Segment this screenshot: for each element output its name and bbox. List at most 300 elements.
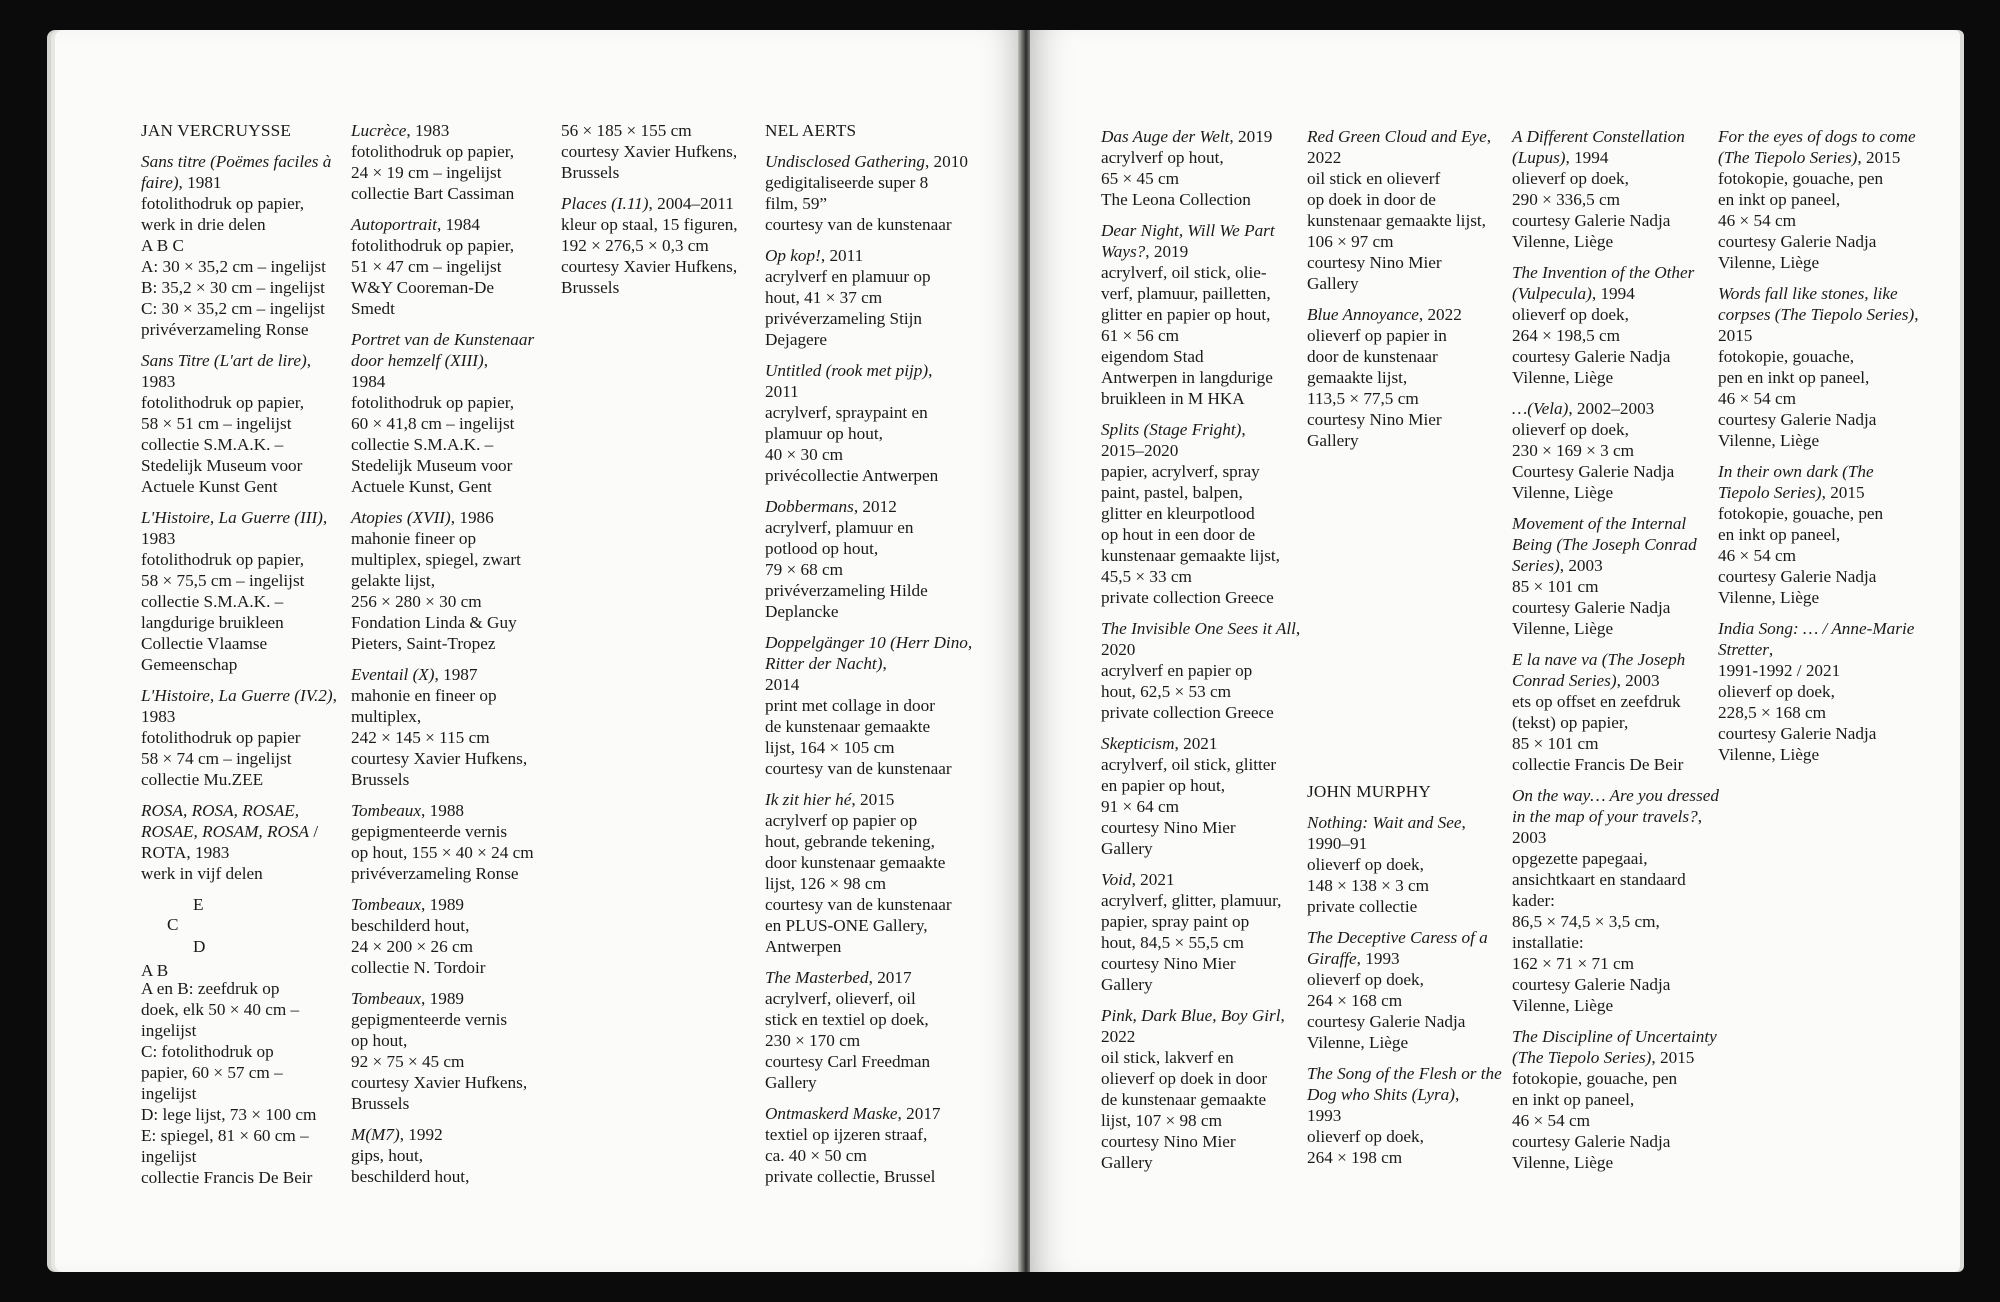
artist-heading: JAN VERCRUYSSE <box>141 121 292 140</box>
artwork-detail-line: gedigitaliseerde super 8 <box>765 173 929 192</box>
artwork-detail-line: The Leona Collection <box>1101 190 1251 209</box>
artwork-title: Tombeaux <box>351 989 422 1008</box>
artwork-entry <box>765 245 975 350</box>
artwork-title-line <box>1307 1063 1517 1105</box>
artwork-detail-line: en inkt op paneel, <box>1718 190 1841 209</box>
artwork-detail-line: op hout, 155 × 40 × 24 cm <box>351 843 534 862</box>
artwork-title-line <box>1101 1005 1311 1047</box>
artwork-detail-line: courtesy Galerie Nadja <box>1718 410 1877 429</box>
artwork-entry <box>1512 126 1722 252</box>
artwork-title: ROSA, ROSA, ROSAE, ROSAE, ROSAM, ROSA <box>141 801 310 841</box>
artwork-detail-line: Vilenne, Liège <box>1307 1033 1409 1052</box>
artwork-detail-line: olieverf op doek, <box>1718 682 1835 701</box>
artwork-detail-line: 60 × 41,8 cm – ingelijst <box>351 414 515 433</box>
artwork-entry <box>765 151 975 235</box>
artwork-detail-line: 256 × 280 × 30 cm <box>351 592 482 611</box>
artwork-detail-line: 85 × 101 cm <box>1512 577 1599 596</box>
artwork-title: Places (I.11) <box>561 194 649 213</box>
artwork-title-line <box>141 685 351 727</box>
artwork-detail-line: 51 × 47 cm – ingelijst <box>351 257 502 276</box>
artwork-title-line <box>1101 618 1311 660</box>
artwork-detail-line: 61 × 56 cm <box>1101 326 1179 345</box>
artwork-year: , 2003 <box>1512 807 1702 847</box>
artwork-detail-line: private collectie, Brussel <box>765 1167 936 1186</box>
artwork-year: , 2021 <box>1131 870 1175 889</box>
artwork-detail-line: Actuele Kunst, Gent <box>351 477 492 496</box>
artwork-detail-line: courtesy Galerie Nadja <box>1718 232 1877 251</box>
artwork-detail-line: acrylverf, glitter, plamuur, <box>1101 891 1282 910</box>
artwork-detail-line: Vilenne, Liège <box>1512 996 1614 1015</box>
artwork-entry <box>351 507 561 654</box>
artwork-title-line <box>141 800 351 863</box>
artwork-detail-line: installatie: <box>1512 933 1584 952</box>
artwork-detail-line: privécollectie Antwerpen <box>765 466 939 485</box>
artwork-title: A Different Constellation (Lupus) <box>1512 127 1685 167</box>
column-nel-aerts-continued <box>1101 126 1311 1183</box>
artwork-title-line <box>1307 927 1517 969</box>
artwork-detail-line: (tekst) op papier, <box>1512 713 1629 732</box>
artwork-detail-line: glitter en kleurpotlood <box>1101 504 1255 523</box>
artwork-entry <box>1718 283 1928 451</box>
artwork-title-line <box>1718 126 1928 168</box>
artwork-title-line <box>765 632 975 674</box>
artwork-detail-line: fotolithodruk op papier, <box>141 393 305 412</box>
artwork-year: , 2012 <box>853 497 897 516</box>
artwork-detail-line: Vilenne, Liège <box>1512 1153 1614 1172</box>
artwork-year: , <box>1461 813 1466 832</box>
artwork-detail-line: D: lege lijst, 73 × 100 cm <box>141 1105 317 1124</box>
artwork-detail-line: private collection Greece <box>1101 703 1274 722</box>
artwork-detail-line: acrylverf, spraypaint en <box>765 403 928 422</box>
artwork-detail-line: 65 × 45 cm <box>1101 169 1179 188</box>
artwork-entry <box>765 967 975 1093</box>
artwork-detail-line: 79 × 68 cm <box>765 560 843 579</box>
artwork-year: / ROTA, 1983 <box>141 822 319 862</box>
artwork-detail-line: collectie Francis De Beir <box>141 1168 313 1187</box>
artwork-detail-line: acrylverf, oil stick, glitter <box>1101 755 1277 774</box>
artwork-year: , 2011 <box>820 246 864 265</box>
artwork-detail-line: papier, acrylverf, spray <box>1101 462 1260 481</box>
artwork-detail-line: privéverzameling Stijn <box>765 309 923 328</box>
artwork-detail-line: 1984 <box>351 372 386 391</box>
artwork-entry <box>561 193 771 298</box>
artwork-title-line <box>1512 649 1722 691</box>
artwork-year: , <box>483 351 488 370</box>
artwork-detail-line: courtesy Nino Mier <box>1101 954 1236 973</box>
artwork-detail-line: papier, spray paint op <box>1101 912 1250 931</box>
artwork-detail-line: collectie S.M.A.K. – <box>351 435 494 454</box>
artist-heading: NEL AERTS <box>765 121 857 140</box>
artwork-detail-line: 46 × 54 cm <box>1512 1111 1590 1130</box>
artwork-title: Undisclosed Gathering <box>765 152 925 171</box>
artwork-title-line <box>1307 304 1517 325</box>
artwork-detail-line: collectie Bart Cassiman <box>351 184 515 203</box>
artwork-detail-line: 2014 <box>765 675 800 694</box>
artwork-detail-line: fotokopie, gouache, pen <box>1718 169 1884 188</box>
artwork-detail-line: courtesy Galerie Nadja <box>1512 347 1671 366</box>
artwork-detail-line: 58 × 51 cm – ingelijst <box>141 414 292 433</box>
artwork-detail-line: 1991-1992 / 2021 <box>1718 661 1841 680</box>
artwork-detail-line: fotolithodruk op papier, <box>141 194 305 213</box>
artwork-title-line <box>765 245 975 266</box>
artwork-detail-line: Brussels <box>561 278 620 297</box>
column-jan-vercruysse <box>141 120 351 1198</box>
artwork-year: , 1994 <box>1591 284 1635 303</box>
artwork-detail-line: lijst, 107 × 98 cm <box>1101 1111 1222 1130</box>
artwork-detail-line: glitter en papier op hout, <box>1101 305 1271 324</box>
artwork-detail-line: gepigmenteerde vernis <box>351 822 508 841</box>
artwork-detail-line: kunstenaar gemaakte lijst, <box>1307 211 1486 230</box>
artwork-title: Movement of the Internal Being (The Joseph Conrad Series) <box>1512 514 1697 575</box>
artwork-detail-line: fotolithodruk op papier, <box>351 393 515 412</box>
right-page <box>1030 30 1960 1272</box>
artwork-detail-line: 148 × 138 × 3 cm <box>1307 876 1430 895</box>
artwork-detail-line: privéverzameling Hilde <box>765 581 928 600</box>
artwork-detail-line: 230 × 170 cm <box>765 1031 861 1050</box>
artwork-title-line <box>1512 513 1722 576</box>
artwork-year: , 2022 <box>1101 1006 1285 1046</box>
artwork-detail-line: A en B: zeefdruk op <box>141 979 280 998</box>
artwork-entry <box>1101 126 1311 210</box>
artwork-detail-line: gips, hout, <box>351 1146 424 1165</box>
artwork-detail-line: fotolithodruk op papier <box>141 728 301 747</box>
artwork-detail-line: A: 30 × 35,2 cm – ingelijst <box>141 257 326 276</box>
artwork-entry <box>141 685 351 790</box>
artwork-entry <box>765 360 975 486</box>
artwork-detail-line: collectie N. Tordoir <box>351 958 486 977</box>
diagram-label-c: C <box>167 915 179 934</box>
artwork-detail-line: Collectie Vlaamse <box>141 634 268 653</box>
artwork-detail-line: Gallery <box>1307 274 1359 293</box>
artwork-year: , 2015 <box>1718 305 1919 345</box>
artwork-detail-line: Actuele Kunst Gent <box>141 477 278 496</box>
artwork-title: Words fall like stones, like corpses (The Tiepolo Series) <box>1718 284 1915 324</box>
artwork-title-line <box>1512 398 1722 419</box>
artwork-detail-line: hout, 84,5 × 55,5 cm <box>1101 933 1244 952</box>
artwork-detail-line: olieverf op doek, <box>1307 1127 1424 1146</box>
artwork-year: , 2017 <box>897 1104 941 1123</box>
artwork-entry <box>765 496 975 622</box>
artwork-title-line <box>351 329 561 371</box>
artwork-entry <box>1512 785 1722 1016</box>
artwork-title-line <box>351 214 561 235</box>
artwork-detail-line: olieverf op doek, <box>1512 169 1629 188</box>
artwork-detail-line: bruikleen in M HKA <box>1101 389 1245 408</box>
artwork-year: , <box>1768 640 1774 659</box>
artwork-notes <box>141 978 351 1188</box>
artwork-detail-line: Antwerpen in langdurige <box>1101 368 1273 387</box>
artwork-detail-line: Gallery <box>1101 975 1153 994</box>
artwork-title-line <box>1101 733 1311 754</box>
artwork-title-line <box>351 1124 561 1145</box>
artwork-detail-line: courtesy Xavier Hufkens, <box>561 142 738 161</box>
artwork-year: , 1988 <box>421 801 464 820</box>
artwork-detail-line: 24 × 200 × 26 cm <box>351 937 474 956</box>
artwork-title-line <box>351 120 561 141</box>
artwork-detail-line: courtesy Nino Mier <box>1101 1132 1236 1151</box>
artwork-detail-line: kleur op staal, 15 figuren, <box>561 215 738 234</box>
artwork-title: Nothing: Wait and See <box>1307 813 1462 832</box>
artwork-detail-line: Courtesy Galerie Nadja <box>1512 462 1675 481</box>
artwork-detail-line: pen en inkt op paneel, <box>1718 368 1870 387</box>
artwork-entry <box>1101 220 1311 409</box>
artwork-title-line <box>1512 126 1722 168</box>
artwork-detail-line: fotolithodruk op papier, <box>351 236 515 255</box>
artwork-detail-line: acrylverf en papier op <box>1101 661 1253 680</box>
artwork-year: , <box>1241 420 1246 439</box>
artwork-detail-line: privéverzameling Ronse <box>351 864 519 883</box>
artwork-title-line <box>1512 1026 1722 1068</box>
artwork-entry <box>1512 649 1722 775</box>
artwork-detail-line: en papier op hout, <box>1101 776 1226 795</box>
artwork-detail-line: B: 35,2 × 30 cm – ingelijst <box>141 278 325 297</box>
artwork-year: , 1989 <box>421 895 464 914</box>
artwork-entry <box>1512 398 1722 503</box>
artwork-detail-line: oil stick en olieverf <box>1307 169 1441 188</box>
artwork-entry <box>1718 126 1928 273</box>
column-john-murphy-continued <box>1512 126 1722 1183</box>
artwork-title-line <box>1101 220 1311 262</box>
artwork-detail-line: op hout, <box>351 1031 408 1050</box>
artwork-detail-line: fotokopie, gouache, pen <box>1718 504 1884 523</box>
artwork-detail-line: courtesy Xavier Hufkens, <box>351 1073 528 1092</box>
artwork-title-line <box>1307 812 1517 833</box>
artwork-detail-line: textiel op ijzeren straaf, <box>765 1125 928 1144</box>
artwork-detail-line: ets op offset en zeefdruk <box>1512 692 1681 711</box>
artwork-detail-line: collectie Mu.ZEE <box>141 770 264 789</box>
artwork-detail-line: 46 × 54 cm <box>1718 389 1796 408</box>
artwork-title: Das Auge der Welt <box>1101 127 1230 146</box>
artwork-detail-line: 2015–2020 <box>1101 441 1179 460</box>
artwork-title-line <box>1101 869 1311 890</box>
artwork-detail-line: en inkt op paneel, <box>1512 1090 1635 1109</box>
artwork-detail-line: op hout in een door de <box>1101 525 1256 544</box>
artwork-detail-line: Pieters, Saint-Tropez <box>351 634 496 653</box>
artwork-year: , 2003 <box>1559 556 1603 575</box>
artwork-detail-line: mahonie fineer op <box>351 529 477 548</box>
diagram-label-e: E <box>193 895 204 914</box>
artwork-entry <box>1101 1005 1311 1173</box>
artwork-detail-line: gepigmenteerde vernis <box>351 1010 508 1029</box>
artwork-detail-line: hout, 41 × 37 cm <box>765 288 883 307</box>
artwork-year: , 2003 <box>1616 671 1660 690</box>
artwork-detail-line: privéverzameling Ronse <box>141 320 309 339</box>
artwork-detail-line: hout, 62,5 × 53 cm <box>1101 682 1231 701</box>
artwork-year: , <box>1486 127 1492 146</box>
artwork-detail-line: door de kunstenaar <box>1307 347 1438 366</box>
artwork-year: , 1994 <box>1565 148 1609 167</box>
artwork-detail-line: 46 × 54 cm <box>1718 546 1796 565</box>
artwork-detail-line: Vilenne, Liège <box>1512 619 1614 638</box>
column-vercruysse-end <box>561 120 771 308</box>
artwork-entry <box>141 800 351 884</box>
artwork-entry <box>1718 618 1928 765</box>
artwork-title: Void <box>1101 870 1132 889</box>
artwork-year: , 2002–2003 <box>1568 399 1655 418</box>
artwork-detail-line: Deplancke <box>765 602 839 621</box>
artwork-detail-line: 58 × 74 cm – ingelijst <box>141 749 292 768</box>
artwork-detail-line: werk in vijf delen <box>141 864 263 883</box>
artwork-detail-line: fotolithodruk op papier, <box>141 550 305 569</box>
artwork-detail-line: 228,5 × 168 cm <box>1718 703 1827 722</box>
artwork-detail-line: courtesy Galerie Nadja <box>1718 567 1877 586</box>
artwork-detail-line: papier, 60 × 57 cm – <box>141 1063 283 1082</box>
artwork-detail-line: werk in drie delen <box>141 215 266 234</box>
artwork-detail-line: acrylverf, plamuur en <box>765 518 914 537</box>
artwork-detail-line: op doek in door de <box>1307 190 1436 209</box>
artwork-entry <box>141 350 351 497</box>
artwork-title: Lucrèce <box>351 121 407 140</box>
artwork-year: , 2015 <box>851 790 895 809</box>
artwork-detail-line: ansichtkaart en standaard <box>1512 870 1686 889</box>
artwork-title: The Deceptive Caress of a Giraffe <box>1307 928 1488 968</box>
artwork-title: …(Vela) <box>1512 399 1569 418</box>
artwork-entry <box>1307 126 1517 294</box>
artwork-detail-line: olieverf op doek, <box>1307 970 1424 989</box>
artwork-title-line <box>1718 618 1928 660</box>
artwork-title-line <box>1101 126 1311 147</box>
artwork-title: The Masterbed <box>765 968 869 987</box>
artwork-title: In their own dark (The Tiepolo Series) <box>1718 462 1874 502</box>
artwork-title-line <box>141 507 351 549</box>
artwork-title: Splits (Stage Fright) <box>1101 420 1242 439</box>
artwork-detail-line: ingelijst <box>141 1021 197 1040</box>
artwork-detail-line: courtesy van de kunstenaar <box>765 759 952 778</box>
artwork-detail-line: courtesy Galerie Nadja <box>1718 724 1877 743</box>
artwork-year: , 2021 <box>1174 734 1218 753</box>
artwork-detail-line: 92 × 75 × 45 cm <box>351 1052 465 1071</box>
column-vercruysse-continued <box>351 120 561 1197</box>
artwork-detail-line: ingelijst <box>141 1084 197 1103</box>
artwork-detail-line: fotokopie, gouache, <box>1718 347 1855 366</box>
artwork-detail-line: fotolithodruk op papier, <box>351 142 515 161</box>
artwork-detail-line: paint, pastel, balpen, <box>1101 483 1243 502</box>
artwork-detail-line: 1990–91 <box>1307 834 1368 853</box>
artwork-title-line <box>765 496 975 517</box>
artwork-title: Op kop! <box>765 246 821 265</box>
artwork-detail-line: Vilenne, Liège <box>1718 588 1820 607</box>
artwork-detail-line: 40 × 30 cm <box>765 445 843 464</box>
artwork-detail-line: 264 × 168 cm <box>1307 991 1403 1010</box>
artwork-title: For the eyes of dogs to come (The Tiepolo Series) <box>1718 127 1916 167</box>
artwork-detail-line: Stedelijk Museum voor <box>141 456 303 475</box>
artwork-detail-line: langdurige bruikleen <box>141 613 284 632</box>
artwork-detail-line: fotokopie, gouache, pen <box>1512 1069 1678 1088</box>
artwork-detail-line: Gallery <box>1307 431 1359 450</box>
artwork-year: , 2019 <box>1145 242 1189 261</box>
artwork-detail-line: oil stick, lakverf en <box>1101 1048 1234 1067</box>
artwork-detail-line: mahonie en fineer op <box>351 686 497 705</box>
artwork-year: , 1993 <box>1356 949 1400 968</box>
artwork-detail-line: Vilenne, Liège <box>1718 431 1820 450</box>
artwork-entry <box>351 894 561 978</box>
artwork-detail-line: plamuur op hout, <box>765 424 883 443</box>
artwork-title-line <box>1718 461 1928 503</box>
artwork-detail-line: 58 × 75,5 cm – ingelijst <box>141 571 305 590</box>
artwork-detail-line: 45,5 × 33 cm <box>1101 567 1192 586</box>
artwork-year: , 1983 <box>141 686 337 726</box>
artwork-title: Autoportrait <box>351 215 437 234</box>
artwork-title-line <box>351 988 561 1009</box>
artwork-title: Untitled (rook met pijp) <box>765 361 929 380</box>
artwork-detail-line: courtesy van de kunstenaar <box>765 215 952 234</box>
artwork-entry <box>351 120 561 204</box>
artwork-title: India Song: … / Anne-Marie Stretter <box>1718 619 1915 659</box>
artwork-title: Eventail (X) <box>351 665 435 684</box>
artwork-detail-line: Smedt <box>351 299 395 318</box>
artwork-detail-line: courtesy Xavier Hufkens, <box>351 749 528 768</box>
artwork-detail-line: Gallery <box>765 1073 817 1092</box>
left-page <box>55 30 1022 1272</box>
artwork-detail-line: acrylverf, oil stick, olie- <box>1101 263 1267 282</box>
artwork-detail-line: film, 59” <box>765 194 828 213</box>
artwork-detail-line: lijst, 126 × 98 cm <box>765 874 886 893</box>
artwork-detail-line: beschilderd hout, <box>351 916 470 935</box>
diagram-label-d: D <box>193 937 206 956</box>
artwork-title: Sans Titre (L'art de lire) <box>141 351 307 370</box>
artwork-detail-line: Antwerpen <box>765 937 842 956</box>
artwork-detail-line: C: fotolithodruk op <box>141 1042 274 1061</box>
artwork-title: The Song of the Flesh or the Dog who Shits (Lyra) <box>1307 1064 1502 1104</box>
artwork-detail-line: gelakte lijst, <box>351 571 436 590</box>
artwork-detail-line: 46 × 54 cm <box>1718 211 1796 230</box>
artwork-title: Tombeaux <box>351 895 422 914</box>
artwork-entry <box>351 214 561 319</box>
artwork-entry <box>351 664 561 790</box>
artwork-entry <box>1307 812 1517 917</box>
artwork-detail-line: ingelijst <box>141 1147 197 1166</box>
artwork-title-line <box>1101 419 1311 440</box>
artwork-title-line <box>141 350 351 371</box>
artwork-detail-line: 192 × 276,5 × 0,3 cm <box>561 236 709 255</box>
artwork-title-line <box>765 967 975 988</box>
artwork-detail-line: 91 × 64 cm <box>1101 797 1179 816</box>
artwork-title: Sans titre (Poëmes faciles à faire) <box>141 152 332 192</box>
artwork-title: Pink, Dark Blue, Boy Girl <box>1101 1006 1281 1025</box>
artwork-detail-line: opgezette papegaai, <box>1512 849 1648 868</box>
artwork-entry <box>351 988 561 1114</box>
artwork-title-line <box>1512 262 1722 304</box>
artwork-detail-line: private collection Greece <box>1101 588 1274 607</box>
artwork-year: , 2010 <box>924 152 968 171</box>
artwork-title: Blue Annoyance <box>1307 305 1419 324</box>
artwork-title: Doppelgänger 10 (Herr Dino, Ritter der Nacht) <box>765 633 973 673</box>
artwork-detail-line: 230 × 169 × 3 cm <box>1512 441 1635 460</box>
artwork-title: Ontmaskerd Maske <box>765 1104 898 1123</box>
artwork-title: The Invisible One Sees it All <box>1101 619 1296 638</box>
artwork-detail-line: A B C <box>141 236 184 255</box>
artwork-detail-line: 1993 <box>1307 1106 1342 1125</box>
artwork-detail-line: Stedelijk Museum voor <box>351 456 513 475</box>
artwork-detail-line: courtesy van de kunstenaar <box>765 895 952 914</box>
artwork-title-line <box>765 1103 975 1124</box>
artwork-year: , 2022 <box>1418 305 1462 324</box>
artwork-detail-line: 290 × 336,5 cm <box>1512 190 1621 209</box>
artwork-detail-line: Vilenne, Liège <box>1718 745 1820 764</box>
artwork-detail-line: private collectie <box>1307 897 1418 916</box>
artwork-entry <box>141 151 351 340</box>
column-nel-aerts <box>765 120 975 1197</box>
artwork-title-line <box>1307 126 1517 147</box>
artwork-entry <box>1307 304 1517 451</box>
artwork-title: Portret van de Kunstenaar door hemzelf (XIII) <box>351 330 535 370</box>
artwork-entry <box>1101 733 1311 859</box>
artwork-title: The Invention of the Other (Vulpecula) <box>1512 263 1695 303</box>
artwork-title-line <box>765 151 975 172</box>
artwork-title: Tombeaux <box>351 801 422 820</box>
artwork-detail-line: multiplex, <box>351 707 422 726</box>
artwork-detail-line: en inkt op paneel, <box>1718 525 1841 544</box>
